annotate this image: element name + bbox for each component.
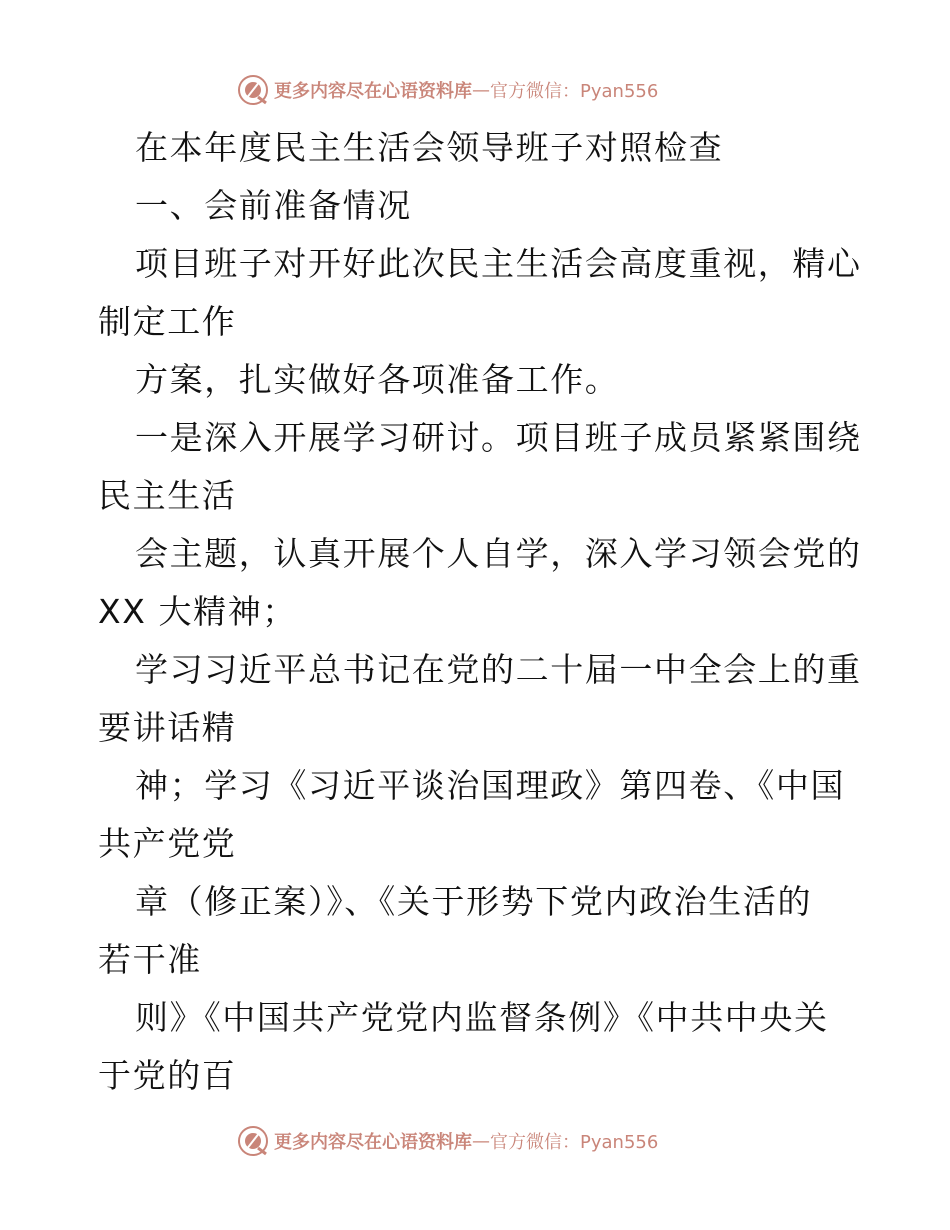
document-title: 在本年度民主生活会领导班子对照检查 [135,128,724,167]
header-watermark [0,70,950,110]
text-line: 若干准 [98,940,202,979]
text-line: 项目班子对开好此次民主生活会高度重视，精心 [135,244,862,283]
watermark-logo-icon [236,1124,270,1158]
text-line: 会主题，认真开展个人自学，深入学习领会党的 [135,534,862,573]
text-line: 于党的百 [98,1056,237,1095]
text-line: 民主生活 [98,476,237,515]
watermark-dash: — [472,79,490,101]
footer-watermark [0,1121,950,1161]
watermark-main-text: 更多内容尽在心语资料库 [274,81,472,102]
text-line: 共产党党 [98,824,237,863]
watermark-contact-text: 官方微信：Pyan556 [490,1132,659,1153]
watermark-main-text: 更多内容尽在心语资料库 [274,1132,472,1153]
text-line: 学习习近平总书记在党的二十届一中全会上的重 [135,650,862,689]
section-heading: 一、会前准备情况 [135,186,412,225]
text-line: 章（修正案）》、《关于形势下党内政治生活的 [135,882,813,921]
text-line: 一是深入开展学习研讨。项目班子成员紧紧围绕 [135,418,862,457]
text-line: 要讲话精 [98,708,237,747]
watermark-dash: — [472,1130,490,1152]
text-line: 神；学习《习近平谈治国理政》第四卷、《中国 [135,766,846,805]
text-line: XX 大精神； [98,592,297,631]
watermark-contact-text: 官方微信：Pyan556 [490,81,659,102]
text-line: 则》《中国共产党党内监督条例》《中共中央关 [135,998,829,1037]
watermark-logo-icon [236,73,270,107]
text-line: 方案，扎实做好各项准备工作。 [135,360,620,399]
text-line: 制定工作 [98,302,237,341]
